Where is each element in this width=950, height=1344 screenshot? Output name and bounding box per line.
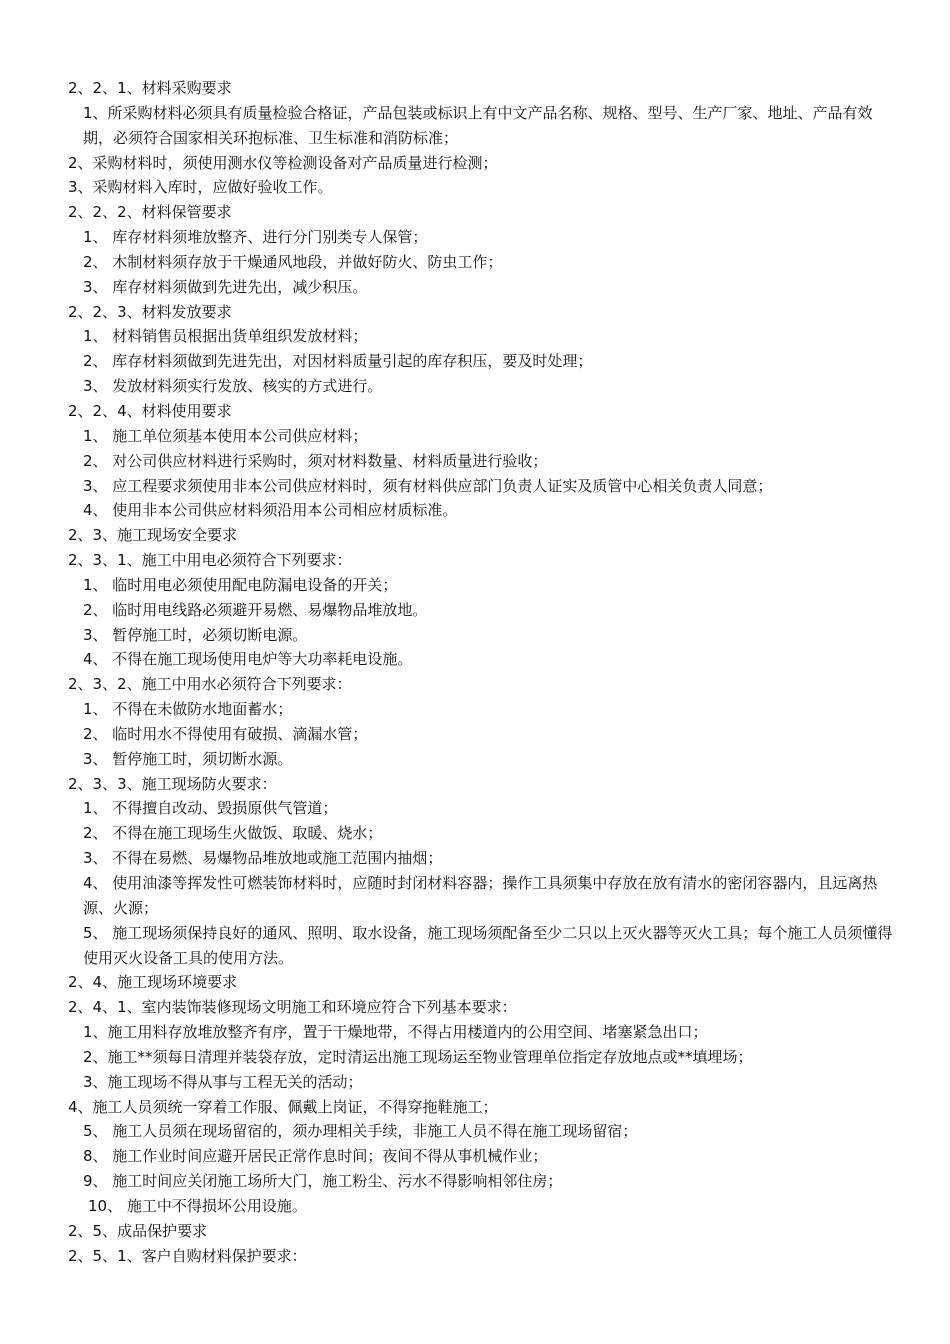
section-line: 2、3、1、施工中用电必须符合下列要求： — [68, 551, 352, 570]
list-item-line: 1、 材料销售员根据出货单组织发放材料； — [83, 327, 368, 346]
section-line: 2、3、施工现场安全要求 — [68, 526, 238, 545]
list-item-line: 5、 施工现场须保持良好的通风、照明、取水设备，施工现场须配备至少二只以上灭火器等灭火工具；每个施工人员须懂得使用灭火设备工具的使用方法。 — [83, 923, 893, 967]
list-item-line: 2、 对公司供应材料进行采购时，须对材料数量、材料质量进行验收； — [83, 451, 548, 470]
section-line: 4、施工人员须统一穿着工作服、佩戴上岗证，不得穿拖鞋施工； — [68, 1097, 498, 1116]
list-item-line: 1、 不得在未做防水地面蓄水； — [83, 700, 293, 719]
section-line: 2、4、施工现场环境要求 — [68, 973, 238, 992]
list-item-line: 1、 不得擅自改动、毁损原供气管道； — [83, 799, 338, 818]
list-item-line: 5、 施工人员须在现场留宿的，须办理相关手续，非施工人员不得在施工现场留宿； — [83, 1122, 638, 1141]
list-item-line: 3、 发放材料须实行发放、核实的方式进行。 — [83, 377, 383, 396]
section-line: 2、5、成品保护要求 — [68, 1221, 208, 1240]
list-item-line: 3、 库存材料须做到先进先出，减少积压。 — [83, 277, 368, 296]
list-item-line: 2、 不得在施工现场生火做饭、取暖、烧水； — [83, 824, 383, 843]
document-body — [68, 76, 898, 1269]
list-item-line: 2、 临时用电线路必须避开易燃、易爆物品堆放地。 — [83, 600, 428, 619]
section-line: 2、2、1、材料采购要求 — [68, 79, 232, 97]
section-line: 2、2、3、材料发放要求 — [68, 302, 232, 321]
list-item-line: 4、 使用非本公司供应材料须沿用本公司相应材质标准。 — [83, 501, 458, 520]
list-item-line: 3、 应工程要求须使用非本公司供应材料时，须有材料供应部门负责人证实及质管中心相关负责人同意； — [83, 476, 773, 495]
list-item-line: 3、施工现场不得从事与工程无关的活动； — [83, 1072, 363, 1091]
list-item-line: 1、 库存材料须堆放整齐、进行分门别类专人保管； — [83, 228, 428, 247]
section-line: 3、采购材料入库时，应做好验收工作。 — [68, 178, 333, 197]
list-item-line: 3、 不得在易燃、易爆物品堆放地或施工范围内抽烟； — [83, 849, 443, 868]
list-item-line: 1、 临时用电必须使用配电防漏电设备的开关； — [83, 575, 398, 594]
list-item-line: 3、 暂停施工时，必须切断电源。 — [83, 625, 308, 644]
list-item-line: 1、施工用料存放堆放整齐有序，置于干燥地带，不得占用楼道内的公用空间、堵塞紧急出口； — [83, 1023, 708, 1042]
section-line: 2、5、1、客户自购材料保护要求： — [68, 1246, 307, 1265]
section-line: 2、4、1、室内装饰装修现场文明施工和环境应符合下列基本要求： — [68, 998, 517, 1017]
section-line: 2、3、2、施工中用水必须符合下列要求： — [68, 675, 352, 694]
list-item-line: 1、所采购材料必须具有质量检验合格证，产品包装或标识上有中文产品名称、规格、型号、生产厂家、地址、产品有效期，必须符合国家相关环抱标准、卫生标准和消防标准； — [83, 103, 873, 147]
section-line: 2、2、4、材料使用要求 — [68, 401, 232, 420]
list-item-line: 4、 不得在施工现场使用电炉等大功率耗电设施。 — [83, 650, 413, 669]
list-item-line: 1、 施工单位须基本使用本公司供应材料； — [83, 426, 368, 445]
list-item-line: 2、 库存材料须做到先进先出，对因材料质量引起的库存积压，要及时处理； — [83, 352, 593, 371]
section-line: 2、2、2、材料保管要求 — [68, 203, 232, 222]
list-item-line: 2、 临时用水不得使用有破损、滴漏水管； — [83, 724, 368, 743]
list-item-line: 8、 施工作业时间应避开居民正常作息时间；夜间不得从事机械作业； — [83, 1147, 548, 1166]
list-item-line: 3、 暂停施工时，须切断水源。 — [83, 749, 293, 768]
list-item-line: 2、 木制材料须存放于干燥通风地段，并做好防火、防虫工作； — [83, 252, 503, 271]
section-line: 2、采购材料时，须使用测水仪等检测设备对产品质量进行检测； — [68, 153, 498, 172]
section-line: 2、3、3、施工现场防火要求： — [68, 774, 277, 793]
list-item-line: 4、 使用油漆等挥发性可燃装饰材料时，应随时封闭材料容器；操作工具须集中存放在放有清水的密闭容器内，且远离热源、火源； — [83, 874, 878, 917]
list-item-line: 9、 施工时间应关闭施工场所大门，施工粉尘、污水不得影响相邻住房； — [83, 1172, 563, 1191]
list-item-line: 10、 施工中不得损坏公用设施。 — [88, 1196, 307, 1215]
list-item-line: 2、施工**须每日清理并装袋存放，定时清运出施工现场运至物业管理单位指定存放地点或**填埋场； — [83, 1047, 753, 1066]
